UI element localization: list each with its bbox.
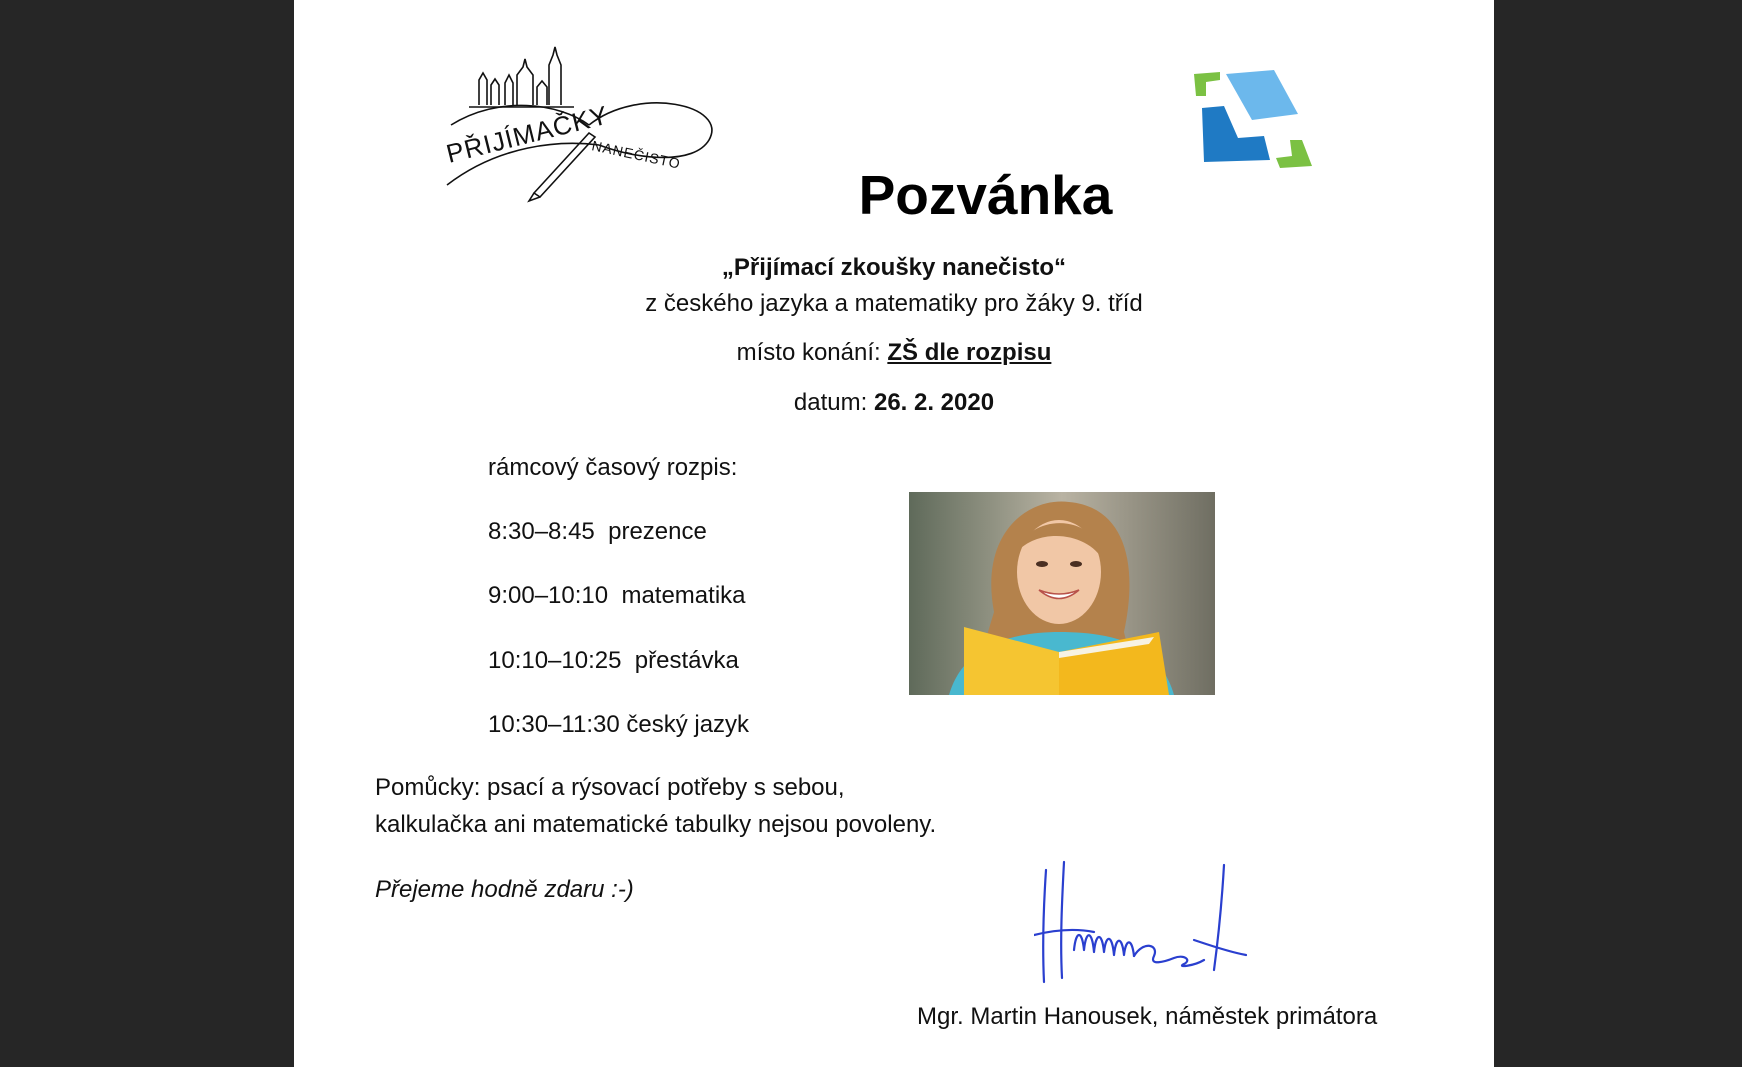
- schedule-item: 10:10–10:25 přestávka: [488, 647, 739, 674]
- logo-text-bottom: NANEČISTO: [590, 137, 683, 172]
- schedule-item: 8:30–8:45 prezence: [488, 518, 707, 545]
- date-label: datum:: [793, 389, 868, 416]
- venue-line: [294, 339, 1494, 367]
- date-value: 26. 2. 2020: [873, 389, 995, 416]
- aids-line-1: Pomůcky: psací a rýsovací potřeby s sebou,: [375, 774, 845, 801]
- student-reading-photo: [909, 492, 1215, 695]
- venue-label: místo konání:: [736, 339, 881, 366]
- schedule-heading: rámcový časový rozpis:: [488, 454, 738, 481]
- event-subtitle: z českého jazyka a matematiky pro žáky 9. tříd: [645, 290, 1143, 317]
- venue-value: ZŠ dle rozpisu: [887, 339, 1052, 366]
- schedule-item: 9:00–10:10 matematika: [488, 582, 746, 609]
- schedule-item: 10:30–11:30 český jazyk: [488, 711, 750, 738]
- page-title: Pozvánka: [858, 164, 1113, 226]
- event-name: „Přijímací zkoušky nanečisto“: [721, 254, 1067, 281]
- wish-text: Přejeme hodně zdaru :-): [375, 876, 634, 903]
- logo-text-top: PŘIJÍMAČKY: [443, 99, 612, 169]
- signer-name: Mgr. Martin Hanousek, náměstek primátora: [917, 1003, 1378, 1030]
- document-page: [294, 0, 1494, 1067]
- date-line: [294, 389, 1494, 417]
- signature: [1034, 860, 1249, 985]
- aids-line-2: kalkulačka ani matematické tabulky nejsou povoleny.: [375, 811, 937, 838]
